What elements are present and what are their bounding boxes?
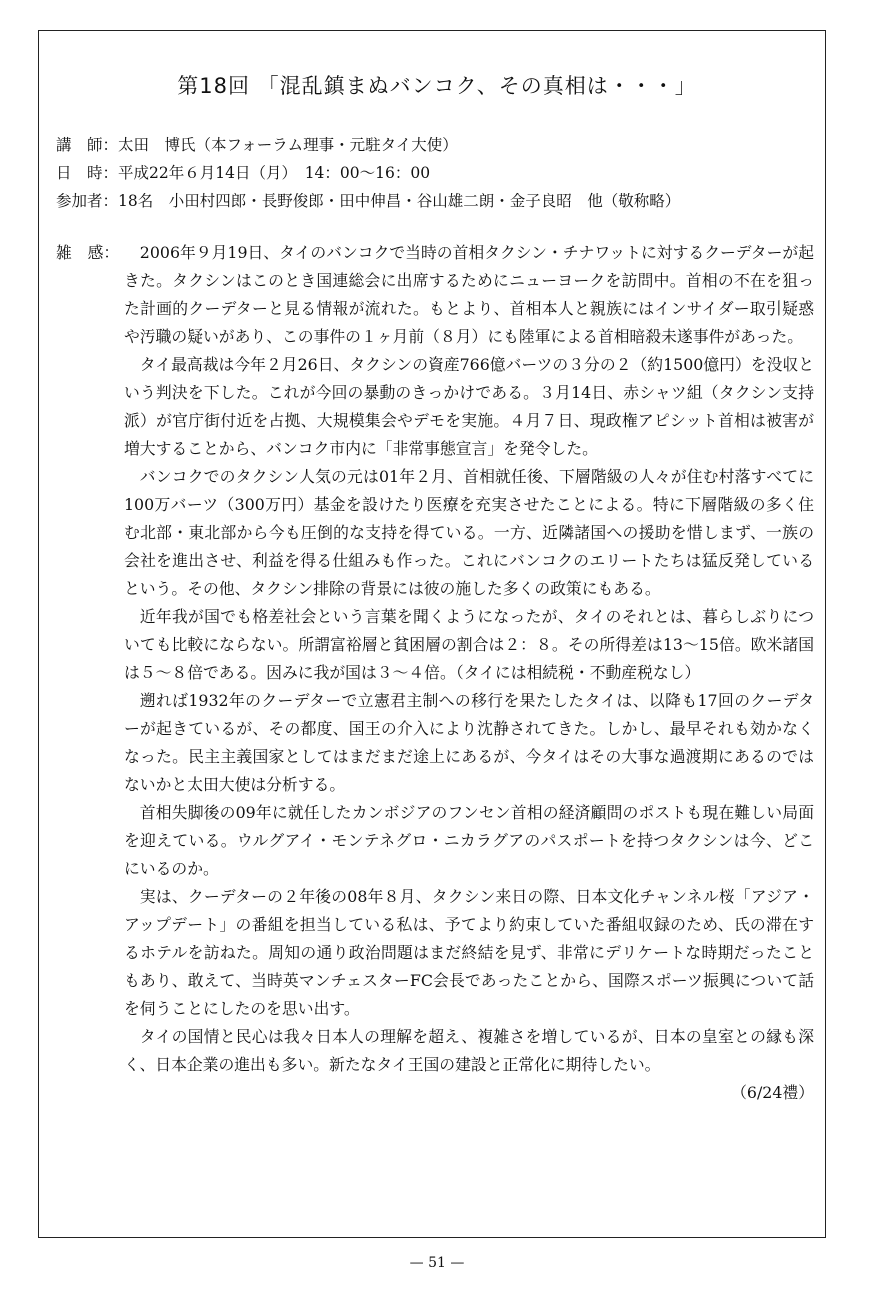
paragraph: 近年我が国でも格差社会という言葉を聞くようになったが、タイのそれとは、暮らしぶりについても比較にならない。所謂富裕層と貧困層の割合は２：８。その所得差は13～15倍。欧米諸国は５～８倍である。因みに我が国は３～４倍。（タイには相続税・不動産税なし） [124, 607, 814, 682]
page-title: 第18回 「混乱鎮まぬバンコク、その真相は・・・」 [177, 74, 697, 98]
paragraph: タイの国情と民心は我々日本人の理解を超え、複雑さを増しているが、日本の皇室との縁も深く、日本企業の進出も多い。新たなタイ王国の建設と正常化に期待したい。 [124, 1027, 814, 1074]
session-meta [56, 131, 826, 215]
meta-value: 平成22年６月14日（月） 14：00～16：00 [118, 164, 431, 182]
meta-label: 講 師： [56, 136, 119, 154]
page-number: — 51 — [409, 1255, 465, 1271]
paragraph: 実は、クーデターの２年後の08年８月、タクシン来日の際、日本文化チャンネル桜「アジア・アップデート」の番組を担当している私は、予てより約束していた番組収録のため、氏の滞在するホテルを訪ねた。周知の通り政治問題はまだ終結を見ず、非常にデリケートな時期だったこともあり、敢えて、当時英マンチェスターFC会長であったことから、国際スポーツ振興について話を伺うことにしたのを思い出す。 [124, 887, 814, 1018]
paragraph: バンコクでのタクシン人気の元は01年２月、首相就任後、下層階級の人々が住む村落すべてに100万バーツ（300万円）基金を設けたり医療を充実させたことによる。特に下層階級の多く住む北部・東北部から今も圧倒的な支持を得ている。一方、近隣諸国への援助を惜しまず、一族の会社を進出させ、利益を得る仕組みも作った。これにバンコクのエリートたちは猛反発しているという。その他、タクシン排除の背景には彼の施した多くの政策にもある。 [124, 467, 814, 598]
impressions-label: 雑 感： [56, 243, 120, 262]
lecturer-row [56, 131, 826, 159]
paragraph: タイ最高裁は今年２月26日、タクシンの資産766億バーツの３分の２（約1500億円）を没収という判決を下した。これが今回の暴動のきっかけである。３月14日、赤シャツ組（タクシン支持派）が官庁街付近を占拠、大規模集会やデモを実施。４月７日、現政権アピシット首相は被害が増大することから、バンコク市内に「非常事態宣言」を発令した。 [124, 355, 814, 458]
participants-row [56, 187, 826, 215]
paragraph: 2006年９月19日、タイのバンコクで当時の首相タクシン・チナワットに対するクーデターが起きた。タクシンはこのとき国連総会に出席するためにニューヨークを訪問中。首相の不在を狙った計画的クーデターと見る情報が流れた。もとより、首相本人と親族にはインサイダー取引疑惑や汚職の疑いがあり、この事件の１ヶ月前（８月）にも陸軍による首相暗殺未遂事件があった。 [124, 243, 814, 346]
datetime-row [56, 159, 826, 187]
impressions-body [124, 239, 814, 1107]
meta-value: 18名 小田村四郎・長野俊郎・田中伸昌・谷山雄二朗・金子良昭 他（敬称略） [118, 192, 681, 210]
signature: （6/24禮） [731, 1083, 814, 1102]
meta-label: 日 時： [56, 164, 119, 182]
meta-value: 太田 博氏（本フォーラム理事・元駐タイ大使） [118, 136, 458, 154]
paragraph: 遡れば1932年のクーデターで立憲君主制への移行を果たしたタイは、以降も17回のクーデターが起きているが、その都度、国王の介入により沈静されてきた。しかし、最早それも効かなくなった。民主主義国家としてはまだまだ途上にあるが、今タイはその大事な過渡期にあるのではないかと太田大使は分析する。 [124, 691, 814, 794]
paragraph: 首相失脚後の09年に就任したカンボジアのフンセン首相の経済顧問のポストも現在難しい局面を迎えている。ウルグアイ・モンテネグロ・ニカラグアのパスポートを持つタクシンは今、どこにいるのか。 [124, 803, 814, 878]
meta-label: 参加者： [56, 192, 119, 210]
